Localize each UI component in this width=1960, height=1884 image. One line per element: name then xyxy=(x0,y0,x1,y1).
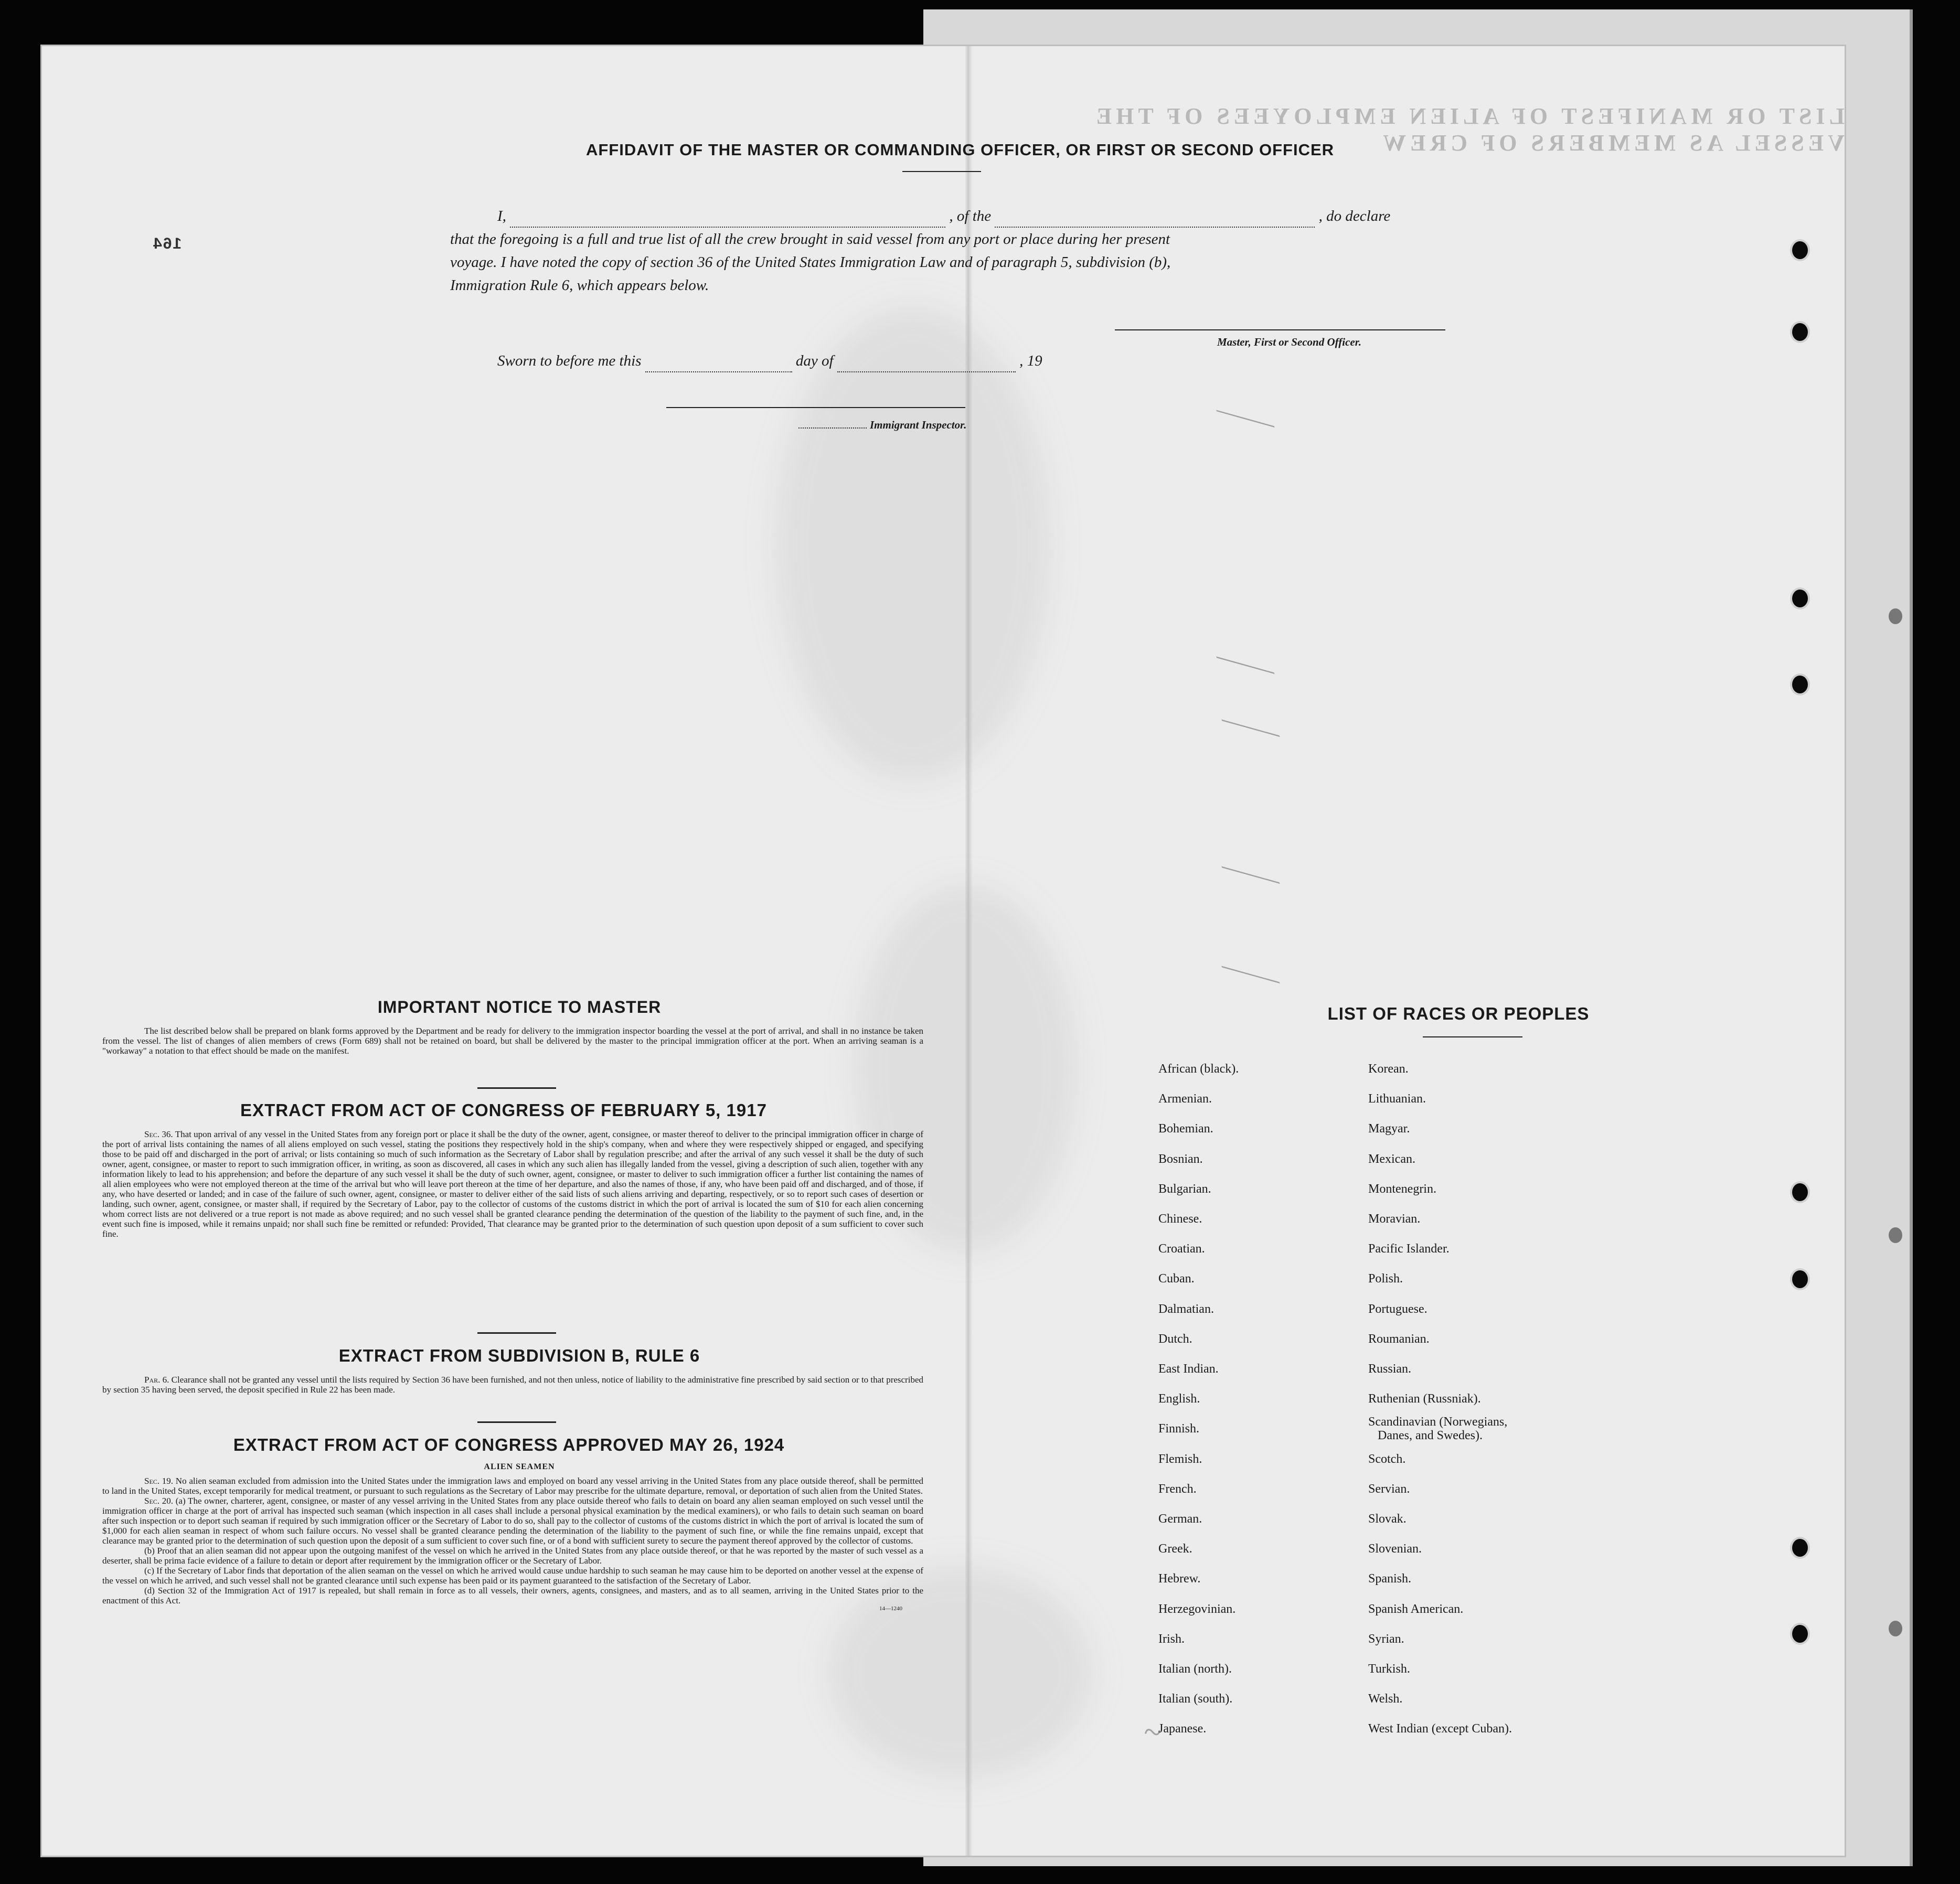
checkmark xyxy=(1212,700,1280,737)
race-item: Bosnian. xyxy=(1158,1152,1203,1166)
race-item: Bohemian. xyxy=(1158,1122,1213,1136)
race-item: Cuban. xyxy=(1158,1272,1195,1286)
back-hole xyxy=(1889,608,1902,624)
punch-hole xyxy=(1792,1183,1808,1201)
affidavit-line1-c: , do declare xyxy=(1318,208,1391,224)
race-item: Italian (south). xyxy=(1158,1692,1233,1706)
race-item: German. xyxy=(1158,1512,1202,1526)
sworn-line xyxy=(497,349,1284,372)
section-rule xyxy=(477,1087,556,1089)
extract-1917-body: Sec. 36. That upon arrival of any vessel in the United States from any foreign port or place it shall be the duty of the owner, agent, consignee, or master thereof to deliver to the principal immigration officer in charge of the port of arrival lists containing the names of all aliens employed on such vessel, stating the positions they respectively hold in the ship's company, when and where they were respectively shipped or engaged, and specifying those to be paid off and discharged in the port of arrival; or lists containing so much of such information as the Secretary of Labor shall by regulation prescribe; and after the arrival of any such vessel it shall be the duty of such owner, agent, consignee, or master to report to such immigration officer, in writing, as soon as discovered, all cases in which any such alien has illegally landed from the vessel, giving a description of such alien, together with any information likely to lead to his apprehension; and before the departure of any such vessel it shall be the duty of such owner, agent, consignee, or master to deliver to such immigration officer a further list containing the names of all alien employees who were not employed thereon at the time of the arrival but who will leave port thereon at the time of her departure, and also the names of those, if any, who have been paid off and discharged, and of those, if any, who have deserted or landed; and in case of the failure of such owner, agent, consignee, or master to deliver either of the said lists of such aliens arriving and departing, respectively, or so to report such cases of desertion or landing, such owner, agent, consignee, or master shall, if required by the Secretary of Labor, pay to the collector of customs of the customs district in which the port of arrival is located the sum of $10 for each alien concerning whom correct lists are not delivered or a true report is not made as above required; and no such vessel shall be granted clearance pending the determination of the question of the liability to the payment of such fine, and, in the event such fine is imposed, while it remains unpaid; nor shall such fine be remitted or refunded: Provided, That clearance may be granted prior to the determination of such question upon deposit of a sum sufficient to cover such fine. xyxy=(102,1129,924,1239)
bleed-through-title: LIST OR MANIFEST OF ALIEN EMPLOYEES OF THE VESSEL AS MEMBERS OF CREW xyxy=(1092,103,1845,156)
races-left-column xyxy=(1158,1054,1379,1744)
race-item: Spanish American. xyxy=(1368,1602,1464,1616)
punch-hole xyxy=(1792,1625,1808,1643)
back-hole xyxy=(1889,1621,1902,1636)
race-item: Japanese. xyxy=(1158,1722,1207,1736)
pencil-scrawl: ~ xyxy=(1141,1714,1163,1750)
race-item: Servian. xyxy=(1368,1482,1410,1496)
race-item: Scandinavian (Norwegians, Danes, and Swedes). xyxy=(1368,1415,1508,1443)
race-item: French. xyxy=(1158,1482,1197,1496)
race-item: Ruthenian (Russniak). xyxy=(1368,1392,1481,1406)
extract-1924-body: Sec. 19. No alien seaman excluded from admission into the United States under the immigration laws and employed on board any vessel arriving in the United States from any place outside thereof, shall be permitted to land in the United States, except temporarily for medical treatment, or pursuant to such regulations as the Secretary of Labor may prescribe for the ultimate departure, removal, or deportation of such alien from the United States. Sec. 20. (a) The owner, charterer, agent, consignee, or master of any vessel arriving in the United States from any place outside thereof who fails to detain on board any alien seaman employed on such vessel until the immigration officer in charge at the port of arrival has inspected such seaman (which inspection in all cases shall include a personal physical examination by the medical examiners), or who fails to detain such seaman on board after such inspection or to deport such seaman if required by such immigration officer or the Secretary of Labor to do so, shall pay to the collector of customs of the customs district in which the port of arrival is located the sum of $1,000 for each alien seaman in respect of whom such failure occurs. No vessel shall be granted clearance pending the determination of the liability to the payment of such fine, or while the fine remains unpaid, except that clearance may be granted prior to the determination of such question upon the deposit of a sum sufficient to cover such fine, or of a bond with sufficient surety to secure the payment thereof approved by the collector of customs. (b) Proof that an alien seaman did not appear upon the outgoing manifest of the vessel on which he arrived in the United States from any place outside thereof, or that he was reported by the master of such vessel as a deserter, shall be prima facie evidence of a failure to detain or deport after requirement by the immigration officer or the Secretary of Labor. (c) If the Secretary of Labor finds that deportation of the alien seaman on the vessel on which he arrived would cause undue hardship to such seaman he may cause him to be deported on another vessel at the expense of the vessel on which he arrived, and such vessel shall not be granted clearance until such expense has been paid or its payment guaranteed to the satisfaction of the Secretary of Labor. (d) Section 32 of the Immigration Act of 1917 is repealed, but shall remain in force as to all vessels, their owners, agents, consignees, and masters, and as to all seamen, arriving in the United States prior to the enactment of this Act. 14—1240 xyxy=(102,1476,923,1612)
day-blank[interactable] xyxy=(645,357,792,372)
checkmark xyxy=(1207,390,1275,427)
race-item: African (black). xyxy=(1158,1062,1239,1076)
race-item: Pacific Islander. xyxy=(1368,1242,1450,1256)
race-item: Croatian. xyxy=(1158,1242,1205,1256)
race-item: English. xyxy=(1158,1392,1200,1406)
race-item: Syrian. xyxy=(1368,1632,1404,1646)
race-item: Russian. xyxy=(1368,1362,1412,1376)
race-item: Welsh. xyxy=(1368,1692,1403,1706)
race-item: Chinese. xyxy=(1158,1212,1202,1226)
race-item: Mexican. xyxy=(1368,1152,1415,1166)
section-rule xyxy=(477,1421,556,1423)
race-item: Turkish. xyxy=(1368,1662,1410,1676)
race-item: Montenegrin. xyxy=(1368,1182,1436,1196)
affidavit-line2: that the foregoing is a full and true list of all the crew brought in said vessel from any port or place during her present xyxy=(450,231,1170,248)
race-item: Scotch. xyxy=(1368,1452,1406,1466)
affidavit-line3: voyage. I have noted the copy of section 36 of the United States Immigration Law and of paragraph 5, subdivision (b), xyxy=(450,254,1171,271)
race-item: Herzegovinian. xyxy=(1158,1602,1236,1616)
inspector-caption: Immigrant Inspector. xyxy=(798,419,966,432)
race-item: West Indian (except Cuban). xyxy=(1368,1722,1512,1736)
races-right-column xyxy=(1368,1054,1673,1744)
race-item: Slovak. xyxy=(1368,1512,1407,1526)
month-blank[interactable] xyxy=(837,357,1016,372)
page-number-stamp: 164 xyxy=(152,235,182,252)
manifest-page xyxy=(42,46,1845,1856)
race-item: East Indian. xyxy=(1158,1362,1219,1376)
race-item: Slovenian. xyxy=(1368,1542,1422,1556)
races-rule xyxy=(1423,1036,1522,1037)
race-item: Roumanian. xyxy=(1368,1332,1430,1346)
punch-hole xyxy=(1792,590,1808,607)
punch-hole xyxy=(1792,676,1808,693)
affidavit-heading: AFFIDAVIT OF THE MASTER OR COMMANDING OFFICER, OR FIRST OR SECOND OFFICER xyxy=(585,141,1335,159)
rule6-heading: EXTRACT FROM SUBDIVISION B, RULE 6 xyxy=(338,1346,700,1365)
race-item: Irish. xyxy=(1158,1632,1185,1646)
notice-heading: IMPORTANT NOTICE TO MASTER xyxy=(377,998,662,1016)
affidavit-line1-a: I, xyxy=(497,208,506,224)
water-stain xyxy=(776,308,1049,780)
race-item: Portuguese. xyxy=(1368,1302,1428,1316)
race-item: Greek. xyxy=(1158,1542,1192,1556)
race-item: Polish. xyxy=(1368,1272,1403,1286)
race-item: Spanish. xyxy=(1368,1572,1412,1586)
alien-seamen-subheading: ALIEN SEAMEN xyxy=(484,1462,555,1471)
rule6-body: Par. 6. Clearance shall not be granted any vessel until the lists required by Section 36 have been furnished, and not then unless, notice of liability to the administrative fine prescribed by said section or to that prescribed by section 35 having been served, the deposit specified in Rule 22 has been made. xyxy=(102,1375,923,1395)
name-blank[interactable] xyxy=(510,212,945,228)
vessel-blank[interactable] xyxy=(995,212,1315,228)
race-item: Bulgarian. xyxy=(1158,1182,1211,1196)
inspector-signature-line[interactable] xyxy=(666,407,965,408)
back-hole xyxy=(1889,1227,1902,1243)
sworn-b: day of xyxy=(795,352,834,369)
punch-hole xyxy=(1792,241,1808,259)
affidavit-line1-b: , of the xyxy=(949,208,992,224)
form-number: 14—1240 xyxy=(879,1605,902,1612)
extract-1917-heading: EXTRACT FROM ACT OF CONGRESS OF FEBRUARY 5, 1917 xyxy=(240,1100,767,1120)
race-item: Italian (north). xyxy=(1158,1662,1232,1676)
sworn-c: , 19 xyxy=(1019,352,1042,369)
races-heading: LIST OF RACES OR PEOPLES xyxy=(1327,1004,1590,1023)
checkmark xyxy=(1212,946,1280,983)
section-rule xyxy=(477,1332,556,1334)
punch-hole xyxy=(1792,1270,1808,1288)
race-item: Moravian. xyxy=(1368,1212,1421,1226)
sworn-a: Sworn to before me this xyxy=(497,352,642,369)
race-item: Flemish. xyxy=(1158,1452,1202,1466)
race-item: Armenian. xyxy=(1158,1092,1212,1106)
affidavit-text xyxy=(450,205,1494,297)
race-item: Hebrew. xyxy=(1158,1572,1201,1586)
race-item: Finnish. xyxy=(1158,1422,1200,1436)
race-item: Korean. xyxy=(1368,1062,1409,1076)
race-item: Dutch. xyxy=(1158,1332,1192,1346)
punch-hole xyxy=(1792,323,1808,341)
affidavit-line4: Immigration Rule 6, which appears below. xyxy=(450,277,709,294)
notice-body: The list described below shall be prepared on blank forms approved by the Department and be ready for delivery to the immigration inspector boarding the vessel at the port of arrival, and shall in no instance be taken from the vessel. The list of changes of alien members of crews (Form 689) shall not be retained on board, but shall be delivered by the master to the principal immigration officer at the port. When an arriving seaman is a "workaway" a notation to that effect should be made on the manifest. xyxy=(102,1026,923,1056)
extract-1924-heading: EXTRACT FROM ACT OF CONGRESS APPROVED MAY 26, 1924 xyxy=(233,1435,785,1454)
checkmark xyxy=(1212,847,1280,884)
master-signature-line[interactable] xyxy=(1115,329,1445,330)
heading-rule xyxy=(902,171,981,172)
master-caption: Master, First or Second Officer. xyxy=(1217,336,1361,348)
punch-hole xyxy=(1792,1539,1808,1557)
race-item: Dalmatian. xyxy=(1158,1302,1214,1316)
race-item: Magyar. xyxy=(1368,1122,1410,1136)
race-item: Lithuanian. xyxy=(1368,1092,1426,1106)
checkmark xyxy=(1207,637,1275,674)
